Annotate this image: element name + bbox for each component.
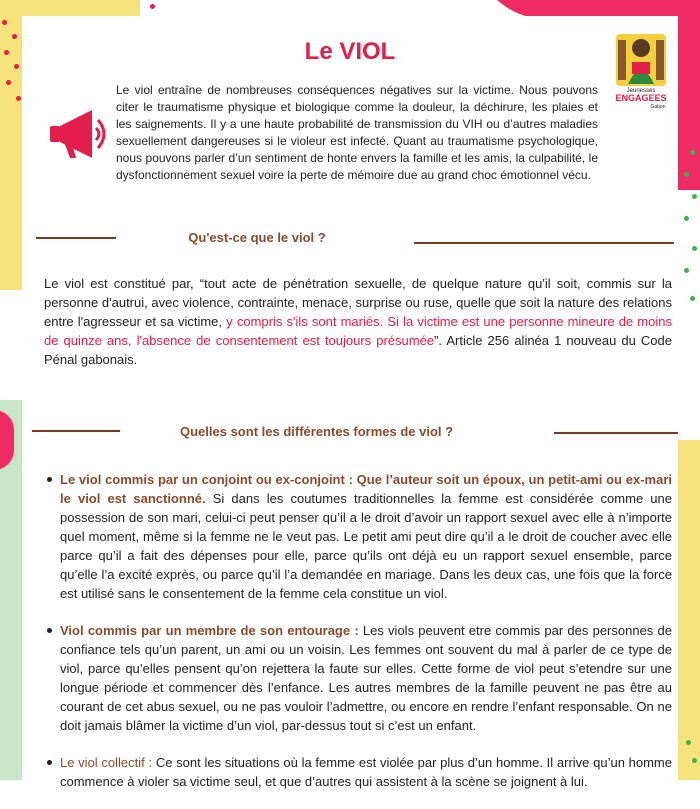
section2-rule-right	[554, 432, 678, 434]
logo-line2: ENGAGEES	[615, 93, 667, 103]
item-text: Ce sont les situations où la femme est violée par plus d’un homme. Il arrive qu’un homme commence à violer sa victime seul, et que d’autres qui assistent à la scène se joignent à lui.	[60, 755, 672, 789]
list-item-spouse	[44, 470, 672, 603]
page-title: Le VIOL	[304, 38, 396, 65]
definition-text-end: ”. Article 256 alinéa 1 nouveau du Code Pénal gabonais.	[44, 333, 672, 367]
item-lead: Le viol collectif :	[60, 755, 153, 770]
section1-rule-right	[414, 242, 674, 244]
section1-heading: Qu'est-ce que le viol ?	[188, 230, 326, 245]
definition-text-highlight: y compris s'ils sont mariés. Si la victime est une personne mineure de moins de quinze ans, l'absence de consentement est toujours présumée	[44, 314, 672, 348]
item-text: Si dans les coutumes traditionnelles la femme est considérée comme une possession de son mari, celui-ci peut penser qu’il a le droit d’avoir un rapport sexuel avec elle à n’importe quel moment, même si la femme ne le veut pas. Le petit ami peut dire qu’il a le droit de coucher avec elle parce qu’il a fait des dépenses pour elle, parce qu’ils ont déjà eu un rapport sexuel ensemble, parce qu’elle l’a excité exprès, ou parce qu’il l’a demandée en mariage. Dans les deux cas, une fois que la force est utilisé sans le consentement de la femme cela constitue un viol.	[60, 491, 672, 601]
item-text: Les viols peuvent etre commis par des personnes de confiance tels qu’un parent, un ami ou un voisin. Les femmes ont souvent du mal à parler de ce type de viol, parce qu’elles pensent qu’on rejettera la faute sur elles. Cette forme de viol peut s’etendre sur une longue période et commencer dès l’enfance. Les autres membres de la famille peuvent ne pas être au courant de cet abus sexuel, ou ne pas vouloir l’admettre, ou encore en rendre l’enfant responsable. On ne doit jamais blâmer la victime d’un viol, par-dessus tout si c’est un enfant.	[60, 623, 672, 733]
megaphone-icon	[48, 104, 108, 162]
document-page	[22, 16, 678, 796]
logo-line3: Gabon	[650, 104, 666, 110]
list-item-entourage	[44, 621, 672, 735]
item-lead: Le viol commis par un conjoint ou ex-conjoint : Que l’auteur soit un époux, un petit-ami ou ex-mari le viol est sanctionné.	[60, 472, 672, 506]
forms-of-rape-list	[44, 470, 672, 809]
rape-definition	[44, 274, 672, 369]
jeunesses-engagees-logo	[608, 28, 674, 110]
section2-rule-left	[32, 430, 120, 432]
section2-heading: Quelles sont les différentes formes de viol ?	[180, 424, 454, 439]
intro-paragraph: Le viol entraîne de nombreuses conséquences négatives sur la victime. Nous pouvons citer le traumatisme physique et biologique comme la douleur, la déchirure, les plaies et les saignements. Il y a une haute probabilité de transmission du VIH ou d’autres maladies sexuellement dangereuses si le violeur est infecté. Quant au traumatisme psychologique, nous pouvons parler d’un sentiment de honte envers la famille et les amis, la culpabilité, le dysfonctionnement sexuel voire la perte de mémoire due au grand choc émotionnel vécu.	[116, 83, 598, 182]
logo-line1: Jeunesses	[626, 88, 656, 94]
list-item-collective	[44, 753, 672, 791]
definition-text-start: Le viol est constitué par, “tout acte de pénétration sexuelle, de quelque nature qu'il soit, commis sur la personne d'autrui, avec violence, contrainte, menace, surprise ou ruse, quelle que soit la nature des relations entre l'agresseur et sa victime,	[44, 276, 672, 329]
item-lead: Viol commis par un membre de son entourage :	[60, 623, 359, 638]
